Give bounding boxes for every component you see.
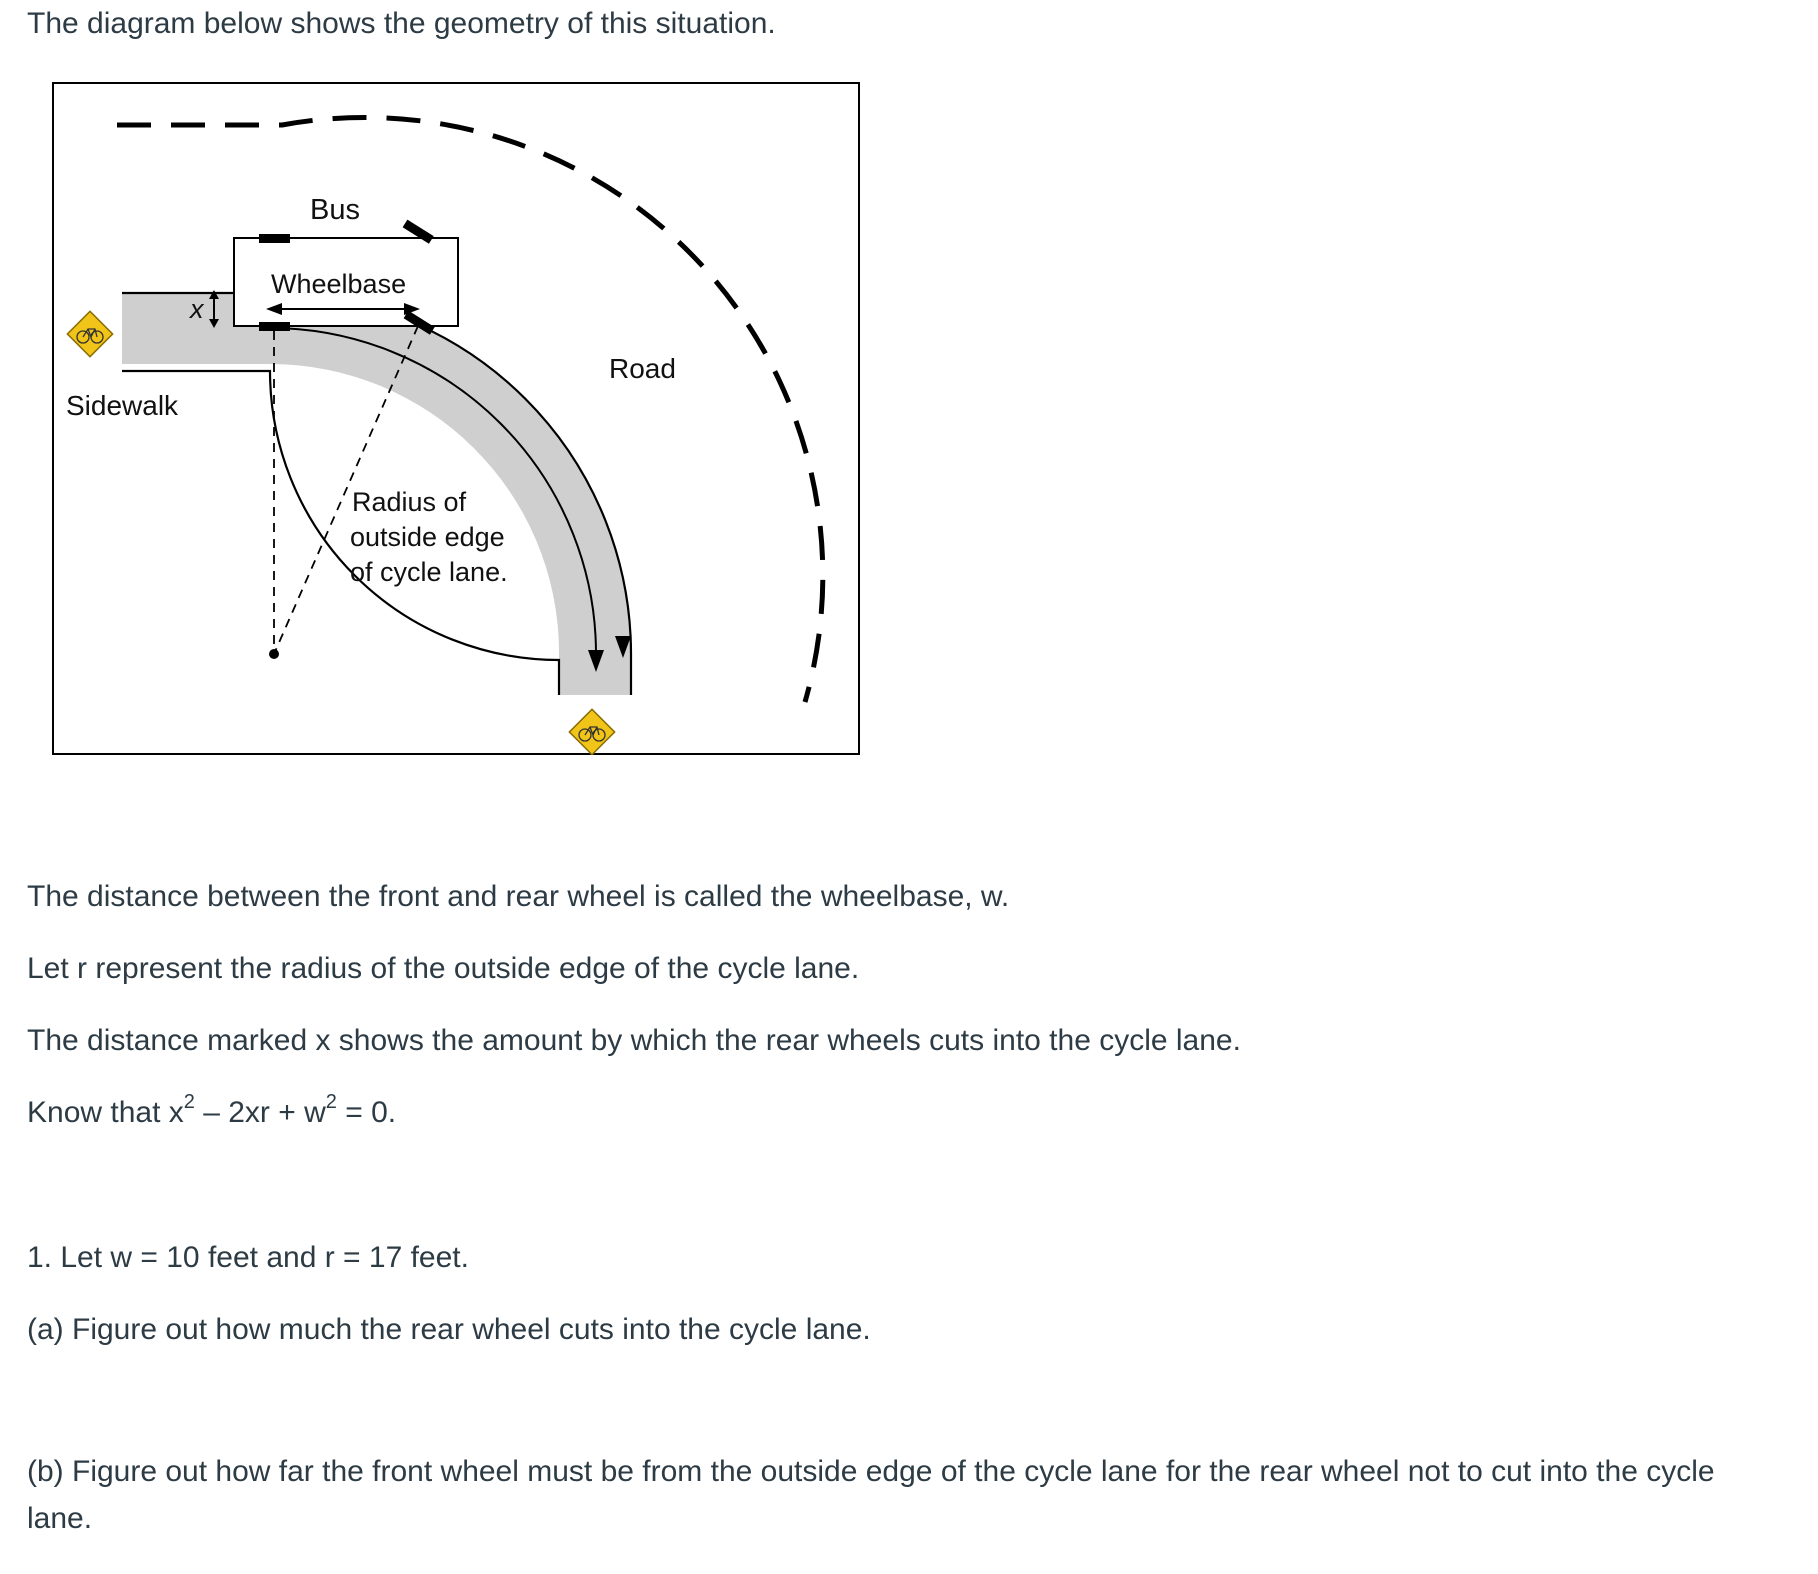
equation-suffix: = 0.	[336, 1096, 397, 1129]
equation-sup-2: 2	[325, 1091, 337, 1113]
question-1a: (a) Figure out how much the rear wheel cuts into the cycle lane.	[27, 1313, 871, 1346]
road-label: Road	[609, 353, 676, 384]
radius-center-point	[269, 649, 279, 659]
question-1b: (b) Figure out how far the front wheel must be from the outside edge of the cycle lane for the rear wheel not to cut into the cycle lane.	[27, 1455, 1715, 1535]
radius-definition: Let r represent the radius of the outside edge of the cycle lane.	[27, 952, 860, 985]
sidewalk-label: Sidewalk	[66, 390, 179, 421]
wheelbase-label: Wheelbase	[271, 269, 407, 299]
equation-prefix: Know that x	[27, 1096, 184, 1129]
equation-middle: – 2xr + w	[194, 1096, 326, 1129]
rear-wheel-bottom	[259, 322, 290, 331]
radius-label-line3: of cycle lane.	[350, 557, 508, 587]
wheelbase-definition: The distance between the front and rear wheel is called the wheelbase, w.	[27, 880, 1010, 913]
x-label: x	[190, 294, 204, 324]
question-1: 1. Let w = 10 feet and r = 17 feet.	[27, 1241, 469, 1274]
intro-text: The diagram below shows the geometry of this situation.	[27, 7, 776, 40]
bus-label: Bus	[310, 194, 360, 226]
x-definition: The distance marked x shows the amount by which the rear wheels cuts into the cycle lane.	[27, 1024, 1241, 1057]
radius-label-line1: Radius of	[352, 487, 467, 517]
geometry-diagram	[52, 82, 860, 755]
rear-wheel-top	[259, 234, 290, 243]
equation-statement	[27, 1091, 396, 1135]
equation-sup-1: 2	[183, 1091, 195, 1113]
radius-label-line2: outside edge	[350, 522, 505, 552]
